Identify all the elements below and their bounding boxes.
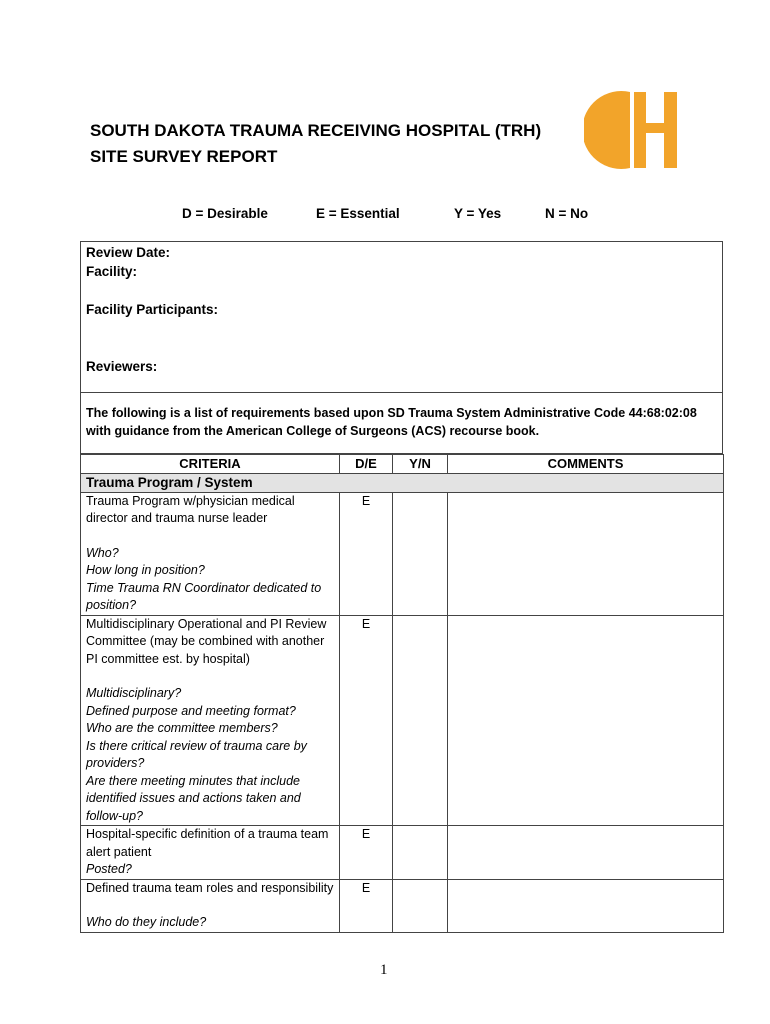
header-comments: COMMENTS	[448, 455, 724, 474]
header-criteria: CRITERIA	[81, 455, 340, 474]
page-number: 1	[380, 962, 388, 978]
question: Who do they include?	[86, 915, 207, 929]
criteria-cell	[81, 492, 340, 615]
participants-label: Facility Participants:	[86, 302, 219, 317]
criteria-cell	[81, 879, 340, 932]
section-title: Trauma Program / System	[81, 473, 724, 492]
de-cell: E	[340, 879, 393, 932]
question: Who?	[86, 545, 119, 560]
question: Are there meeting minutes that include identified issues and actions taken and follow-up?	[86, 773, 301, 823]
table-row	[81, 826, 724, 880]
yn-cell[interactable]	[393, 879, 448, 932]
de-cell: E	[340, 492, 393, 615]
question: How long in position?	[86, 563, 205, 577]
comments-cell[interactable]	[448, 492, 724, 615]
legend-essential: E = Essential	[316, 206, 400, 221]
comments-cell[interactable]	[448, 615, 724, 826]
yn-cell[interactable]	[393, 615, 448, 826]
yn-cell[interactable]	[393, 492, 448, 615]
table-row	[81, 615, 724, 826]
header-de: D/E	[340, 455, 393, 474]
criteria-cell	[81, 826, 340, 880]
legend-desirable: D = Desirable	[182, 206, 268, 221]
yn-cell[interactable]	[393, 826, 448, 880]
criteria-text: Multidisciplinary Operational and PI Review Committee (may be combined with another PI committee est. by hospital)	[86, 616, 327, 666]
requirements-note: The following is a list of requirements based upon SD Trauma System Administrative Code 44:68:02:08 with guidance from the American College of Surgeons (ACS) recourse book.	[80, 393, 723, 454]
review-date-label: Review Date:	[86, 245, 171, 260]
criteria-cell	[81, 615, 340, 826]
criteria-text: Trauma Program w/physician medical director and trauma nurse leader	[86, 493, 295, 525]
facility-label: Facility:	[86, 264, 138, 279]
legend-yes: Y = Yes	[454, 206, 502, 221]
title-line-2: SITE SURVEY REPORT	[90, 147, 278, 166]
header-yn: Y/N	[393, 455, 448, 474]
question: Who are the committee members?	[86, 721, 278, 735]
criteria-text: Defined trauma team roles and responsibility	[86, 880, 334, 895]
question: Is there critical review of trauma care by providers?	[86, 738, 307, 770]
reviewers-label: Reviewers:	[86, 359, 158, 374]
question: Multidisciplinary?	[86, 686, 182, 700]
question: Defined purpose and meeting format?	[86, 703, 296, 718]
legend-no: N = No	[545, 206, 589, 221]
de-cell: E	[340, 826, 393, 880]
department-of-health-logo-icon	[584, 90, 684, 170]
de-cell: E	[340, 615, 393, 826]
comments-cell[interactable]	[448, 826, 724, 880]
table-header-row	[81, 455, 724, 474]
criteria-text: Hospital-specific definition of a trauma team alert patient	[86, 827, 329, 859]
comments-cell[interactable]	[448, 879, 724, 932]
table-row	[81, 492, 724, 615]
question: Posted?	[86, 862, 132, 876]
criteria-table	[80, 454, 724, 933]
document-title	[90, 118, 541, 170]
question: Time Trauma RN Coordinator dedicated to position?	[86, 580, 322, 612]
facility-info-box	[80, 241, 723, 393]
section-row	[81, 473, 724, 492]
title-line-1: SOUTH DAKOTA TRAUMA RECEIVING HOSPITAL (TRH)	[90, 121, 542, 140]
table-row	[81, 879, 724, 932]
